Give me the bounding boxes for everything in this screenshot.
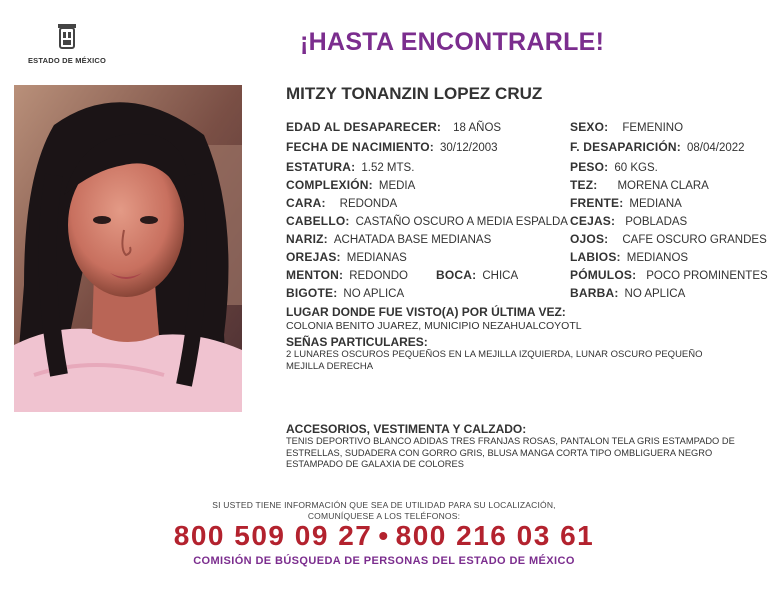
field-ojos-label: OJOS:	[570, 232, 609, 246]
lugar-value: COLONIA BENITO JUAREZ, MUNICIPIO NEZAHUALCOYOTL	[286, 320, 582, 332]
lugar-label: LUGAR DONDE FUE VISTO(A) POR ÚLTIMA VEZ:	[286, 305, 566, 319]
field-nariz-label: NARIZ:	[286, 232, 328, 246]
field-cabello-value: CASTAÑO OSCURO A MEDIA ESPALDA	[355, 216, 568, 228]
field-sexo-value: FEMENINO	[622, 122, 684, 134]
field-complexion-label: COMPLEXIÓN:	[286, 178, 373, 192]
field-peso	[570, 160, 658, 174]
field-labios-value: MEDIANOS	[626, 252, 689, 264]
info-line-2: COMUNÍQUESE A LOS TELÉFONOS:	[307, 511, 461, 521]
field-ojos-value: CAFE OSCURO GRANDES	[622, 234, 767, 246]
estado-de-mexico-logo	[22, 22, 112, 65]
missing-person-photo	[14, 85, 242, 412]
field-nacimiento-value: 30/12/2003	[440, 142, 498, 154]
field-pomulos-value: POCO PROMINENTES	[646, 270, 768, 282]
senas-label: SEÑAS PARTICULARES:	[286, 335, 428, 349]
field-estatura	[286, 160, 414, 174]
field-tez-label: TEZ:	[570, 178, 598, 192]
field-peso-label: PESO:	[570, 160, 609, 174]
field-complexion	[286, 178, 415, 192]
field-cabello-label: CABELLO:	[286, 214, 350, 228]
field-boca-value: CHICA	[482, 270, 519, 282]
phone-2[interactable]: 800 216 03 61	[395, 520, 595, 551]
field-boca	[436, 268, 518, 282]
accesorios-value: TENIS DEPORTIVO BLANCO ADIDAS TRES FRANJAS ROSAS, PANTALON TELA GRIS ESTAMPADO DE ESTRELLAS, SUDADERA CON GORRO GRIS, BLUSA MANGA CORTA TIPO OMBLIGUERA NEGRO ESTAMPADO DE GALAXIA DE COLORES	[286, 436, 735, 469]
field-barba-value: NO APLICA	[624, 288, 686, 300]
field-frente	[570, 196, 682, 210]
field-peso-value: 60 KGS.	[614, 162, 658, 174]
field-orejas	[286, 250, 407, 264]
field-bigote	[286, 286, 404, 300]
field-frente-value: MEDIANA	[629, 198, 682, 210]
phone-numbers	[0, 520, 768, 552]
field-complexion-value: MEDIA	[378, 180, 416, 192]
field-cara-value: REDONDA	[339, 198, 398, 210]
field-edad	[286, 120, 501, 134]
field-tez	[570, 178, 709, 192]
accesorios-label: ACCESORIOS, VESTIMENTA Y CALZADO:	[286, 422, 527, 436]
field-ojos	[570, 232, 767, 246]
phone-1[interactable]: 800 509 09 27	[173, 520, 373, 551]
field-nariz	[286, 232, 491, 246]
field-bigote-value: NO APLICA	[343, 288, 405, 300]
field-edad-label: EDAD AL DESAPARECER:	[286, 120, 442, 134]
field-desaparicion-value: 08/04/2022	[686, 142, 745, 154]
field-cejas-value: POBLADAS	[625, 216, 688, 228]
field-sexo-label: SEXO:	[570, 120, 609, 134]
field-barba-label: BARBA:	[570, 286, 619, 300]
field-menton-value: REDONDO	[349, 270, 408, 282]
field-pomulos-label: PÓMULOS:	[570, 268, 637, 282]
field-cejas-label: CEJAS:	[570, 214, 616, 228]
field-pomulos	[570, 268, 768, 282]
field-desaparicion-label: F. DESAPARICIÓN:	[570, 140, 681, 154]
agency-name: COMISIÓN DE BÚSQUEDA DE PERSONAS DEL ESTADO DE MÉXICO	[193, 555, 575, 567]
headline: ¡HASTA ENCONTRARLE!	[300, 28, 605, 56]
field-menton-label: MENTON:	[286, 268, 344, 282]
field-nariz-value: ACHATADA BASE MEDIANAS	[333, 234, 492, 246]
field-boca-label: BOCA:	[436, 268, 477, 282]
field-cara	[286, 196, 397, 210]
field-cabello	[286, 214, 568, 228]
field-frente-label: FRENTE:	[570, 196, 624, 210]
field-bigote-label: BIGOTE:	[286, 286, 338, 300]
field-orejas-label: OREJAS:	[286, 250, 341, 264]
field-cara-label: CARA:	[286, 196, 326, 210]
separator-dot: •	[378, 520, 390, 551]
field-estatura-label: ESTATURA:	[286, 160, 356, 174]
senas-value: 2 LUNARES OSCUROS PEQUEÑOS EN LA MEJILLA IZQUIERDA, LUNAR OSCURO PEQUEÑO MEJILLA DERECHA	[286, 349, 703, 372]
logo-text: ESTADO DE MÉXICO	[27, 56, 107, 65]
field-labios	[570, 250, 688, 264]
field-orejas-value: MEDIANAS	[346, 252, 407, 264]
coat-of-arms-icon	[52, 22, 82, 52]
field-nacimiento	[286, 140, 498, 154]
field-barba	[570, 286, 685, 300]
field-desaparicion	[570, 140, 745, 154]
field-nacimiento-label: FECHA DE NACIMIENTO:	[286, 140, 434, 154]
field-labios-label: LABIOS:	[570, 250, 621, 264]
person-name: MITZY TONANZIN LOPEZ CRUZ	[286, 84, 543, 103]
field-cejas	[570, 214, 687, 228]
field-estatura-value: 1.52 MTS.	[361, 162, 415, 174]
field-menton	[286, 268, 408, 282]
info-line-1: SI USTED TIENE INFORMACIÓN QUE SEA DE UTILIDAD PARA SU LOCALIZACIÓN,	[212, 500, 556, 510]
field-tez-value: MORENA CLARA	[617, 180, 709, 192]
field-sexo	[570, 120, 683, 134]
field-edad-value: 18 AÑOS	[453, 122, 502, 134]
